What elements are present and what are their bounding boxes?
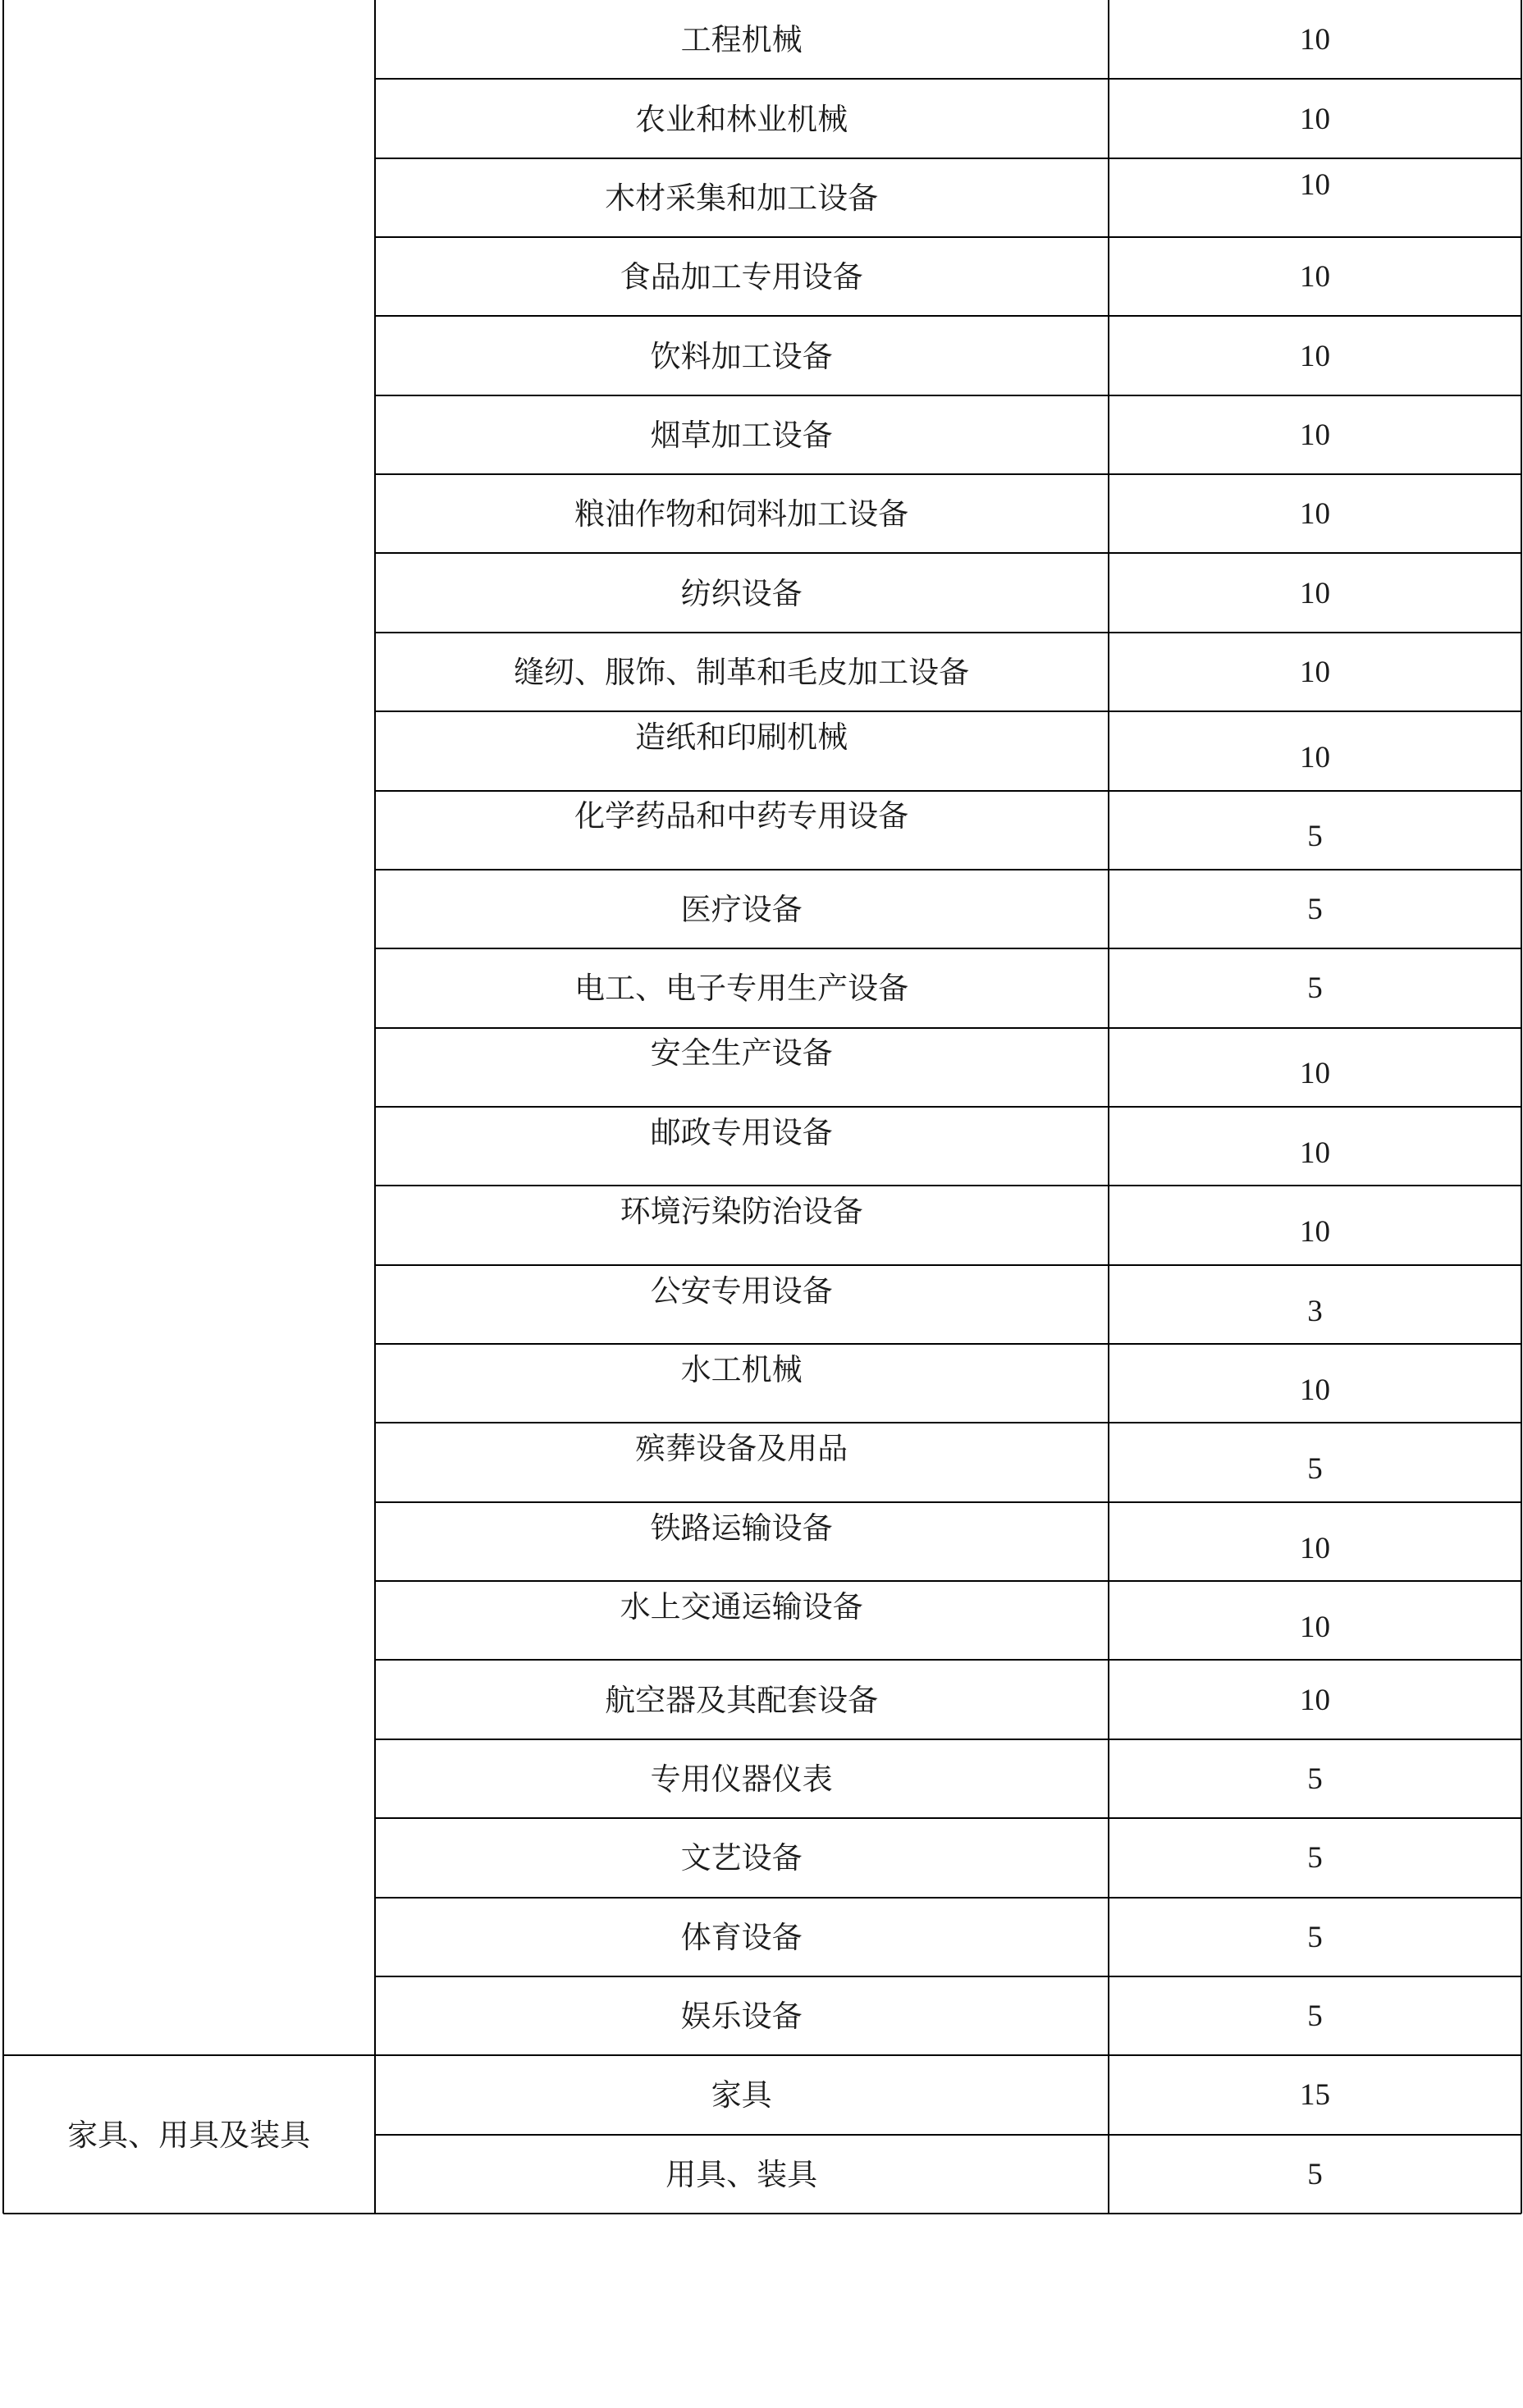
table-row-divider	[375, 790, 1522, 792]
table-row-divider	[375, 1422, 1522, 1423]
table-row-divider	[375, 315, 1522, 317]
table-cell-value: 5	[1307, 893, 1323, 927]
table-cell-name: 粮油作物和饲料加工设备	[574, 496, 909, 532]
table-row-divider	[375, 711, 1522, 712]
table-row-divider	[375, 1343, 1522, 1345]
table-cell-value: 10	[1299, 497, 1330, 532]
table-cell-value: 10	[1299, 1135, 1330, 1170]
table-cell-value: 10	[1299, 1373, 1330, 1407]
table-bottom-border	[3, 2213, 375, 2214]
table-cell-value: 10	[1299, 168, 1330, 203]
table-cell-name: 烟草加工设备	[650, 417, 833, 453]
table-row-divider	[375, 1897, 1522, 1899]
table-cell-value: 5	[1307, 1761, 1323, 1796]
table-row-divider	[375, 869, 1522, 870]
table-cell-name: 电工、电子专用生产设备	[574, 971, 909, 1007]
table-cell-value: 10	[1299, 576, 1330, 610]
table-row-divider	[375, 395, 1522, 396]
table-cell-value: 5	[1307, 1920, 1323, 1954]
table-cell-name: 家具	[711, 2077, 772, 2113]
table-cell-name: 化学药品和中药专用设备	[574, 798, 909, 834]
table-cell-name: 文艺设备	[680, 1840, 803, 1876]
table-row-divider	[375, 552, 1522, 554]
table-cell-value: 5	[1307, 820, 1323, 854]
table-row-divider	[375, 473, 1522, 475]
table-cell-value: 10	[1299, 23, 1330, 57]
table-cell-value: 10	[1299, 1610, 1330, 1644]
table-cell-name: 公安专用设备	[650, 1273, 833, 1309]
table-row-divider	[375, 2134, 1522, 2136]
table-row-divider	[375, 1185, 1522, 1186]
table-cell-name: 专用仪器仪表	[650, 1761, 833, 1797]
table-row-divider	[375, 1976, 1522, 1977]
table-cell-name: 木材采集和加工设备	[605, 180, 879, 216]
table-cell-value: 5	[1307, 1999, 1323, 2034]
table-row-divider	[375, 948, 1522, 949]
table-cell-name: 缝纫、服饰、制革和毛皮加工设备	[514, 655, 970, 691]
table-cell-category: 家具、用具及装具	[67, 2117, 311, 2153]
table-row-divider	[375, 1580, 1522, 1582]
table-cell-name: 娱乐设备	[680, 1999, 803, 2035]
table-cell-name: 食品加工专用设备	[620, 259, 863, 295]
table-cell-value: 5	[1307, 1452, 1323, 1487]
table-cell-value: 10	[1299, 339, 1330, 373]
table-row-divider	[375, 1264, 1522, 1266]
table-row-divider	[375, 1659, 1522, 1661]
table-cell-value: 10	[1299, 1683, 1330, 1717]
table-cell-value: 10	[1299, 260, 1330, 295]
table-cell-name: 安全生产设备	[650, 1035, 833, 1071]
table-row-divider	[375, 236, 1522, 238]
table-cell-value: 15	[1299, 2078, 1330, 2113]
table-cell-value: 3	[1307, 1294, 1323, 1328]
table-row-divider	[375, 632, 1522, 633]
table-row-divider	[375, 1027, 1522, 1029]
table-cell-name: 水工机械	[680, 1351, 803, 1387]
table-cell-name: 医疗设备	[680, 892, 803, 928]
table-cell-name: 用具、装具	[665, 2156, 818, 2192]
table-row-divider	[375, 2213, 1522, 2214]
table-cell-value: 10	[1299, 1531, 1330, 1565]
table-cell-value: 10	[1299, 1057, 1330, 1091]
table-cell-name: 造纸和印刷机械	[635, 720, 848, 756]
table-cell-name: 环境污染防治设备	[620, 1194, 863, 1230]
table-cell-name: 水上交通运输设备	[620, 1588, 863, 1624]
table-cell-name: 工程机械	[680, 22, 803, 58]
table-row-divider	[375, 78, 1522, 80]
table-cell-name: 纺织设备	[680, 575, 803, 611]
table-cell-name: 航空器及其配套设备	[605, 1682, 879, 1718]
table-row-divider	[375, 2054, 1522, 2056]
table-cell-value: 5	[1307, 971, 1323, 1006]
table-row-divider	[375, 1817, 1522, 1819]
table-cell-value: 10	[1299, 418, 1330, 452]
table-cell-value: 10	[1299, 656, 1330, 690]
table-cell-value: 5	[1307, 2157, 1323, 2191]
table-cell-name: 农业和林业机械	[635, 101, 848, 137]
table-cell-value: 10	[1299, 1215, 1330, 1250]
table-cell-name: 体育设备	[680, 1919, 803, 1955]
table-cell-value: 10	[1299, 741, 1330, 775]
table-group-divider	[3, 2054, 375, 2056]
table-left-border	[2, 0, 4, 2214]
table-cell-name: 殡葬设备及用品	[635, 1431, 848, 1467]
table-row-divider	[375, 1106, 1522, 1108]
table-row-divider	[375, 1501, 1522, 1503]
table-cell-name: 铁路运输设备	[650, 1510, 833, 1546]
table-cell-value: 5	[1307, 1841, 1323, 1876]
table-cell-value: 10	[1299, 102, 1330, 136]
table-row-divider	[375, 1739, 1522, 1740]
table-cell-name: 饮料加工设备	[650, 338, 833, 374]
table-cell-name: 邮政专用设备	[650, 1114, 833, 1150]
table-row-divider	[375, 158, 1522, 159]
